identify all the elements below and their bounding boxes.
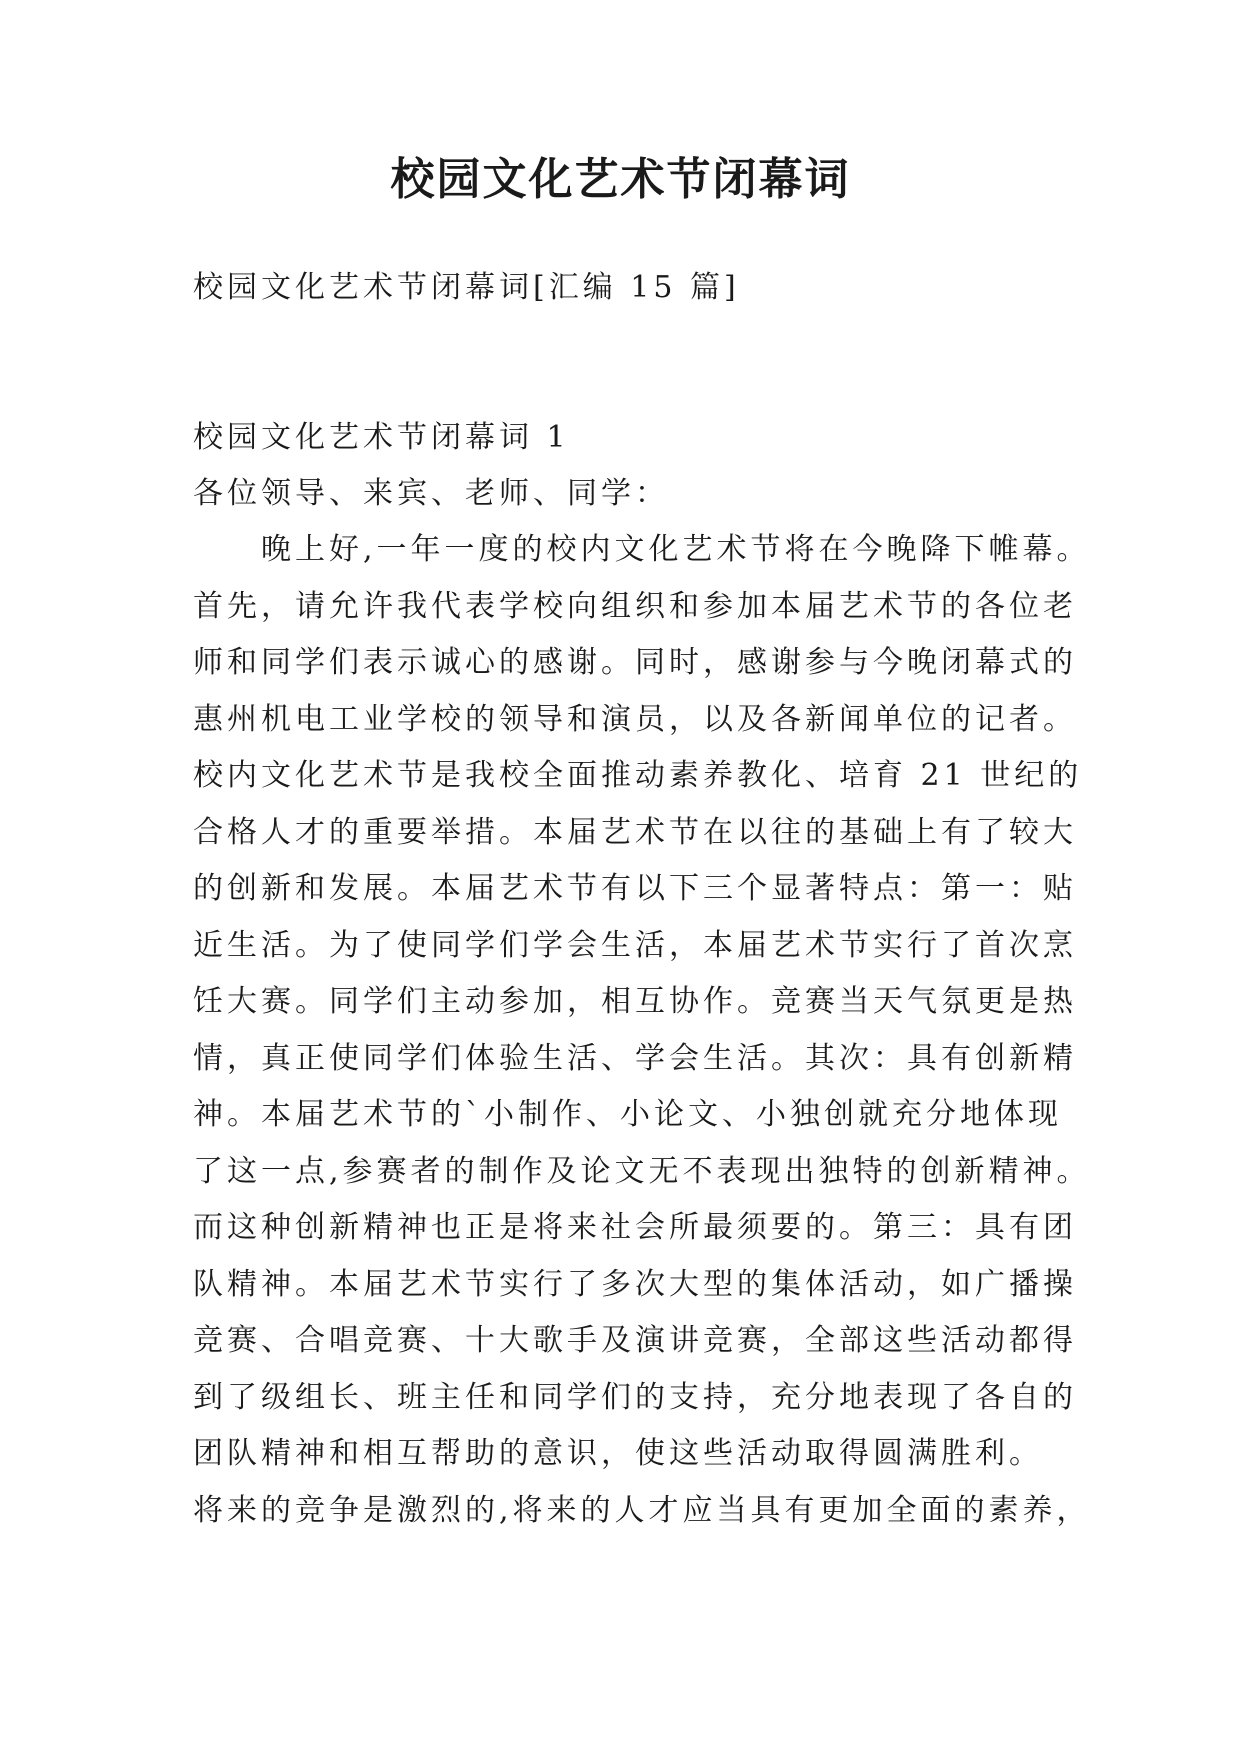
paragraph-line: 了这一点,参赛者的制作及论文无不表现出独特的创新精神。	[193, 1153, 1091, 1189]
paragraph-line: 而这种创新精神也正是将来社会所最须要的。第三：具有团	[193, 1210, 1077, 1245]
paragraph-line: 团队精神和相互帮助的意识，使这些活动取得圆满胜利。	[193, 1436, 1043, 1471]
paragraph-line: 师和同学们表示诚心的感谢。同时，感谢参与今晚闭幕式的	[193, 645, 1077, 680]
document-title: 校园文化艺术节闭幕词	[390, 154, 851, 205]
paragraph-line: 情，真正使同学们体验生活、学会生活。其次：具有创新精	[193, 1040, 1077, 1076]
paragraph-line: 校内文化艺术节是我校全面推动素养教化、培育 21 世纪的	[193, 758, 1083, 793]
paragraph-line: 惠州机电工业学校的领导和演员，以及各新闻单位的记者。	[193, 701, 1077, 737]
paragraph-line: 竞赛、合唱竞赛、十大歌手及演讲竞赛，全部这些活动都得	[193, 1323, 1077, 1358]
paragraph-line: 将来的竞争是激烈的,将来的人才应当具有更加全面的素养，	[193, 1492, 1091, 1528]
paragraph-line: 到了级组长、班主任和同学们的支持，充分地表现了各自的	[193, 1379, 1077, 1415]
paragraph-line: 近生活。为了使同学们学会生活，本届艺术节实行了首次烹	[193, 927, 1077, 963]
paragraph-line: 的创新和发展。本届艺术节有以下三个显著特点：第一：贴	[193, 871, 1077, 906]
paragraph-line: 饪大赛。同学们主动参加，相互协作。竞赛当天气氛更是热	[193, 984, 1077, 1019]
salutation: 各位领导、来宾、老师、同学：	[193, 476, 669, 511]
paragraph-line: 晚上好,一年一度的校内文化艺术节将在今晚降下帷幕。	[193, 532, 1091, 567]
section-heading: 校园文化艺术节闭幕词 1	[193, 420, 570, 455]
paragraph-line: 首先，请允许我代表学校向组织和参加本届艺术节的各位老	[193, 588, 1077, 624]
paragraph-line: 队精神。本届艺术节实行了多次大型的集体活动，如广播操	[193, 1266, 1077, 1302]
paragraph-line: 合格人才的重要举措。本届艺术节在以往的基础上有了较大	[193, 814, 1077, 850]
paragraph-line: 神。本届艺术节的`小制作、小论文、小独创就充分地体现	[193, 1097, 1062, 1132]
document-subtitle: 校园文化艺术节闭幕词[汇编 15 篇]	[193, 270, 740, 305]
